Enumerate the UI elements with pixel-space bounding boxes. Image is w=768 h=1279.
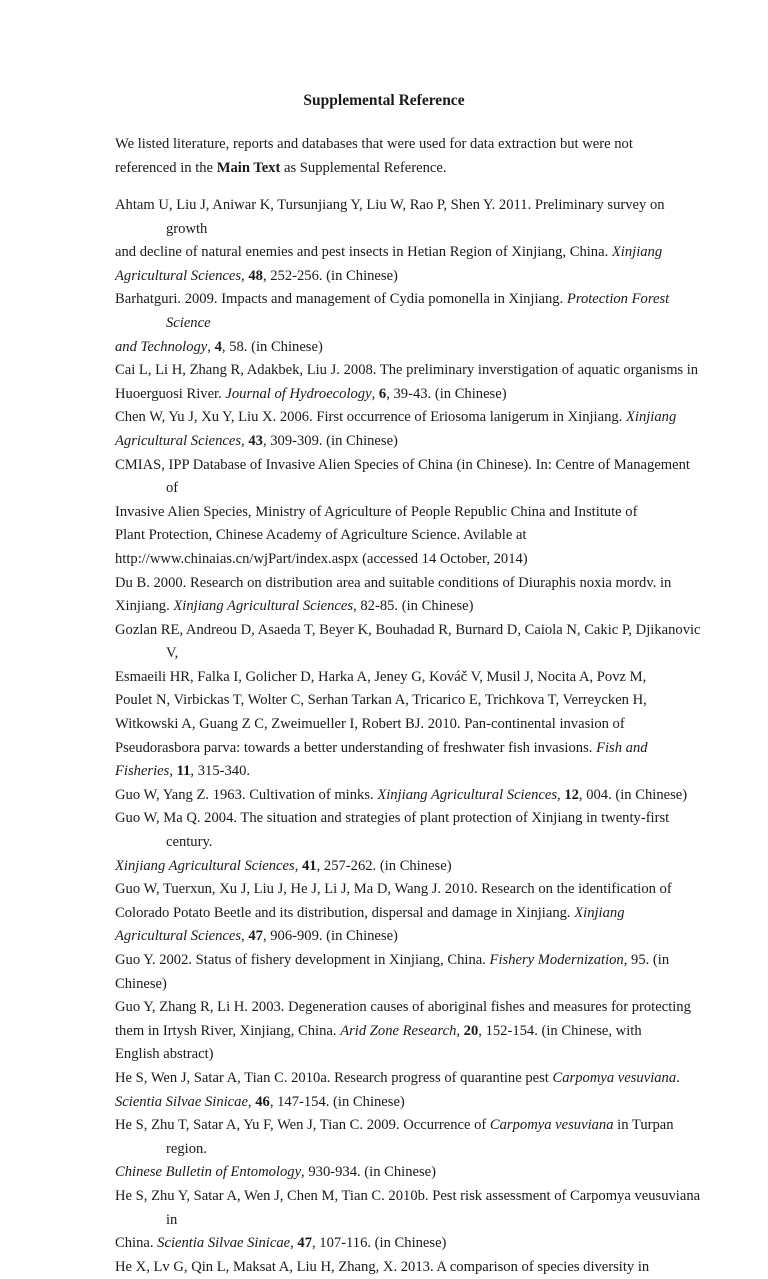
reference-entry: [115, 406, 705, 453]
reference-text: CMIAS, IPP Database of Invasive Alien Species of China (in Chinese). In: Centre of Management of: [115, 456, 690, 497]
reference-text: Esmaeili HR, Falka I, Golicher D, Harka A, Jeney G, Kováč V, Musil J, Nocita A, Povz M,: [115, 668, 647, 685]
reference-entry: [115, 1114, 705, 1185]
reference-text: Guo W, Yang Z. 1963. Cultivation of minks.: [115, 786, 378, 803]
reference-text: He S, Zhu T, Satar A, Yu F, Wen J, Tian C. 2009. Occurrence of: [115, 1117, 490, 1134]
reference-list: [115, 194, 705, 1279]
reference-text: ,: [371, 385, 379, 402]
reference-text: , 309-309. (in Chinese): [262, 432, 398, 449]
reference-entry: [115, 194, 705, 288]
reference-italic-text: Scientia Silvae Sinicae: [115, 1093, 248, 1110]
reference-text: Xinjiang.: [115, 598, 174, 615]
reference-italic-text: Agricultural Sciences: [115, 432, 242, 449]
reference-text: .: [676, 1069, 680, 1086]
reference-line: [115, 572, 705, 596]
reference-line: [115, 855, 705, 879]
reference-line: [115, 784, 705, 808]
reference-entry: [115, 359, 705, 406]
reference-text: them in Irtysh River, Xinjiang, China.: [115, 1022, 341, 1039]
reference-text: He X, Lv G, Qin L, Maksat A, Liu H, Zhang, X. 2013. A comparison of species diversity in: [115, 1258, 650, 1275]
reference-line: [115, 1185, 705, 1232]
reference-text: Invasive Alien Species, Ministry of Agriculture of People Republic China and Institute of: [115, 503, 638, 520]
reference-text: ,: [169, 763, 177, 780]
reference-italic-text: Agricultural Sciences: [115, 267, 242, 284]
reference-text: , 147-154. (in Chinese): [269, 1093, 405, 1110]
reference-text: Witkowski A, Guang Z C, Zweimueller I, Robert BJ. 2010. Pan-continental invasion of: [115, 716, 625, 733]
reference-text: , 906-909. (in Chinese): [262, 928, 398, 945]
reference-volume: 12: [564, 786, 579, 803]
reference-italic-text: Xinjiang: [625, 409, 677, 426]
reference-entry: [115, 878, 705, 949]
reference-volume: 41: [302, 857, 317, 874]
reference-italic-text: Chinese Bulletin of Entomology: [115, 1164, 302, 1181]
reference-text: , 152-154. (in Chinese, with: [478, 1022, 642, 1039]
reference-line: [115, 1256, 705, 1279]
reference-italic-text: Xinjiang Agricultural Sciences: [115, 857, 295, 874]
reference-text: , 257-262. (in Chinese): [316, 857, 452, 874]
reference-line: [115, 713, 705, 737]
reference-line: [115, 996, 705, 1020]
reference-line: [115, 430, 705, 454]
reference-text: Plant Protection, Chinese Academy of Agriculture Science. Avilable at: [115, 527, 527, 544]
reference-italic-text: Fish and: [596, 739, 648, 756]
reference-text: China.: [115, 1235, 158, 1252]
reference-line: [115, 1091, 705, 1115]
reference-italic-text: Agricultural Sciences: [115, 928, 242, 945]
reference-line: [115, 878, 705, 902]
reference-text: http://www.chinaias.cn/wjPart/index.aspx (accessed 14 October, 2014): [115, 550, 528, 567]
reference-line: [115, 194, 705, 241]
reference-text: and decline of natural enemies and pest insects in Hetian Region of Xinjiang, China.: [115, 244, 612, 261]
reference-entry: [115, 619, 705, 784]
reference-entry: [115, 1256, 705, 1279]
reference-line: [115, 689, 705, 713]
reference-italic-text: Xinjiang Agricultural Sciences: [173, 598, 354, 615]
reference-line: [115, 288, 705, 335]
reference-volume: 6: [378, 385, 387, 402]
reference-volume: 11: [176, 763, 191, 780]
reference-italic-text: Xinjiang: [574, 904, 625, 921]
reference-italic-text: Fishery Modernization: [489, 952, 624, 968]
reference-text: ,: [456, 1022, 464, 1039]
reference-italic-text: Scientia Silvae Sinicae: [157, 1235, 291, 1252]
reference-line: [115, 737, 705, 761]
reference-line: [115, 241, 705, 265]
reference-volume: 47: [248, 928, 263, 945]
reference-line: [115, 265, 705, 289]
reference-text: ,: [557, 786, 565, 803]
reference-italic-text: Journal of Hydroecology: [225, 385, 372, 402]
reference-entry: [115, 572, 705, 619]
reference-line: [115, 454, 705, 501]
reference-volume: 46: [255, 1093, 270, 1110]
reference-text: Du B. 2000. Research on distribution area and suitable conditions of Diuraphis noxia mordv. in: [115, 574, 672, 591]
reference-line: [115, 524, 705, 548]
reference-line: [115, 406, 705, 430]
reference-text: English abstract): [115, 1046, 214, 1063]
reference-text: Guo Y, Zhang R, Li H. 2003. Degeneration causes of aboriginal fishes and measures for protecting: [115, 999, 691, 1016]
reference-line: [115, 1043, 705, 1067]
reference-text: , 315-340.: [190, 763, 251, 780]
reference-text: ,: [207, 338, 215, 355]
reference-text: ,: [241, 432, 249, 449]
reference-text: , 107-116. (in Chinese): [311, 1235, 447, 1252]
reference-line: [115, 359, 705, 383]
reference-text: ,: [247, 1093, 256, 1110]
reference-entry: [115, 288, 705, 359]
reference-line: [115, 666, 705, 690]
reference-text: ,: [241, 267, 249, 284]
intro-paragraph: [115, 132, 675, 180]
reference-text: Ahtam U, Liu J, Aniwar K, Tursunjiang Y, Liu W, Rao P, Shen Y. 2011. Preliminary survey on growth: [115, 197, 665, 237]
intro-text: We listed literature, reports and databases that were used for data extraction but were not referenced in the: [115, 136, 633, 176]
reference-text: He S, Wen J, Satar A, Tian C. 2010a. Research progress of quarantine pest: [115, 1069, 553, 1086]
reference-text: Huoerguosi River.: [115, 385, 226, 402]
reference-line: [115, 902, 705, 926]
reference-text: Barhatguri. 2009. Impacts and management of Cydia pomonella in Xinjiang.: [115, 291, 567, 308]
reference-entry: [115, 454, 705, 572]
reference-text: Chen W, Yu J, Xu Y, Liu X. 2006. First occurrence of Eriosoma lanigerum in Xinjiang.: [115, 409, 626, 426]
reference-text: Guo Y. 2002. Status of fishery development in Xinjiang, China.: [115, 952, 490, 968]
reference-entry: [115, 784, 705, 808]
reference-text: , 95. (in: [623, 952, 670, 968]
reference-line: [115, 807, 705, 854]
reference-text: ,: [294, 857, 302, 874]
reference-text: Pseudorasbora parva: towards a better understanding of freshwater fish invasions.: [115, 739, 597, 756]
reference-line: [115, 1232, 705, 1256]
reference-line: [115, 973, 705, 997]
reference-text: in Turpan region.: [166, 1117, 674, 1157]
reference-italic-text: Fisheries: [115, 763, 170, 780]
reference-volume: 43: [248, 432, 263, 449]
reference-italic-text: Xinjiang: [611, 244, 663, 261]
reference-text: Poulet N, Virbickas T, Wolter C, Serhan Tarkan A, Tricarico E, Trichkova T, Verreycken H,: [115, 692, 647, 709]
reference-entry: [115, 949, 705, 996]
reference-italic-text: and Technology: [115, 338, 208, 355]
reference-italic-text: Xinjiang Agricultural Sciences: [377, 786, 558, 803]
reference-entry: [115, 996, 705, 1067]
reference-italic-text: Carpomya vesuviana: [489, 1117, 614, 1134]
reference-text: , 252-256. (in Chinese): [262, 267, 398, 284]
reference-text: ,: [290, 1235, 298, 1252]
intro-text-end: as Supplemental Reference.: [280, 160, 447, 176]
reference-entry: [115, 807, 705, 878]
reference-entry: [115, 1185, 705, 1256]
reference-italic-text: Protection Forest Science: [166, 291, 670, 331]
page-title: Supplemental Reference: [303, 92, 465, 109]
reference-line: [115, 925, 705, 949]
reference-text: ,: [241, 928, 249, 945]
reference-text: , 39-43. (in Chinese): [386, 385, 507, 402]
reference-volume: 4: [214, 338, 222, 355]
reference-volume: 47: [297, 1235, 312, 1252]
reference-text: He S, Zhu Y, Satar A, Wen J, Chen M, Tian C. 2010b. Pest risk assessment of Carpomya veusuviana in: [115, 1187, 701, 1228]
reference-line: [115, 1020, 705, 1044]
reference-line: [115, 760, 705, 784]
reference-line: [115, 1114, 705, 1161]
reference-line: [115, 548, 705, 572]
reference-text: Guo W, Ma Q. 2004. The situation and strategies of plant protection of Xinjiang in twenty-first century.: [115, 810, 670, 851]
reference-line: [115, 383, 705, 407]
reference-text: Chinese): [115, 975, 167, 992]
reference-text: , 930-934. (in Chinese): [301, 1164, 437, 1181]
reference-entry: [115, 1067, 705, 1114]
reference-italic-text: Carpomya vesuviana: [552, 1069, 677, 1086]
reference-line: [115, 619, 705, 666]
reference-text: , 58. (in Chinese): [221, 338, 323, 355]
reference-italic-text: Arid Zone Research: [340, 1022, 457, 1039]
reference-line: [115, 501, 705, 525]
reference-line: [115, 1161, 705, 1185]
reference-text: Colorado Potato Beetle and its distribution, dispersal and damage in Xinjiang.: [115, 904, 575, 921]
reference-line: [115, 336, 705, 360]
reference-text: , 82-85. (in Chinese): [353, 598, 474, 615]
reference-line: [115, 595, 705, 619]
reference-text: Guo W, Tuerxun, Xu J, Liu J, He J, Li J, Ma D, Wang J. 2010. Research on the identification of: [115, 881, 672, 898]
reference-text: , 004. (in Chinese): [578, 786, 688, 803]
reference-volume: 48: [248, 267, 263, 284]
reference-text: Cai L, Li H, Zhang R, Adakbek, Liu J. 2008. The preliminary inverstigation of aquatic organisms in: [115, 362, 699, 379]
reference-line: [115, 949, 705, 973]
reference-text: Gozlan RE, Andreou D, Asaeda T, Beyer K, Bouhadad R, Burnard D, Caiola N, Cakic P, Djikanovic V,: [115, 621, 701, 662]
reference-volume: 20: [463, 1022, 479, 1039]
intro-bold-main-text: Main Text: [216, 160, 281, 176]
reference-line: [115, 1067, 705, 1091]
